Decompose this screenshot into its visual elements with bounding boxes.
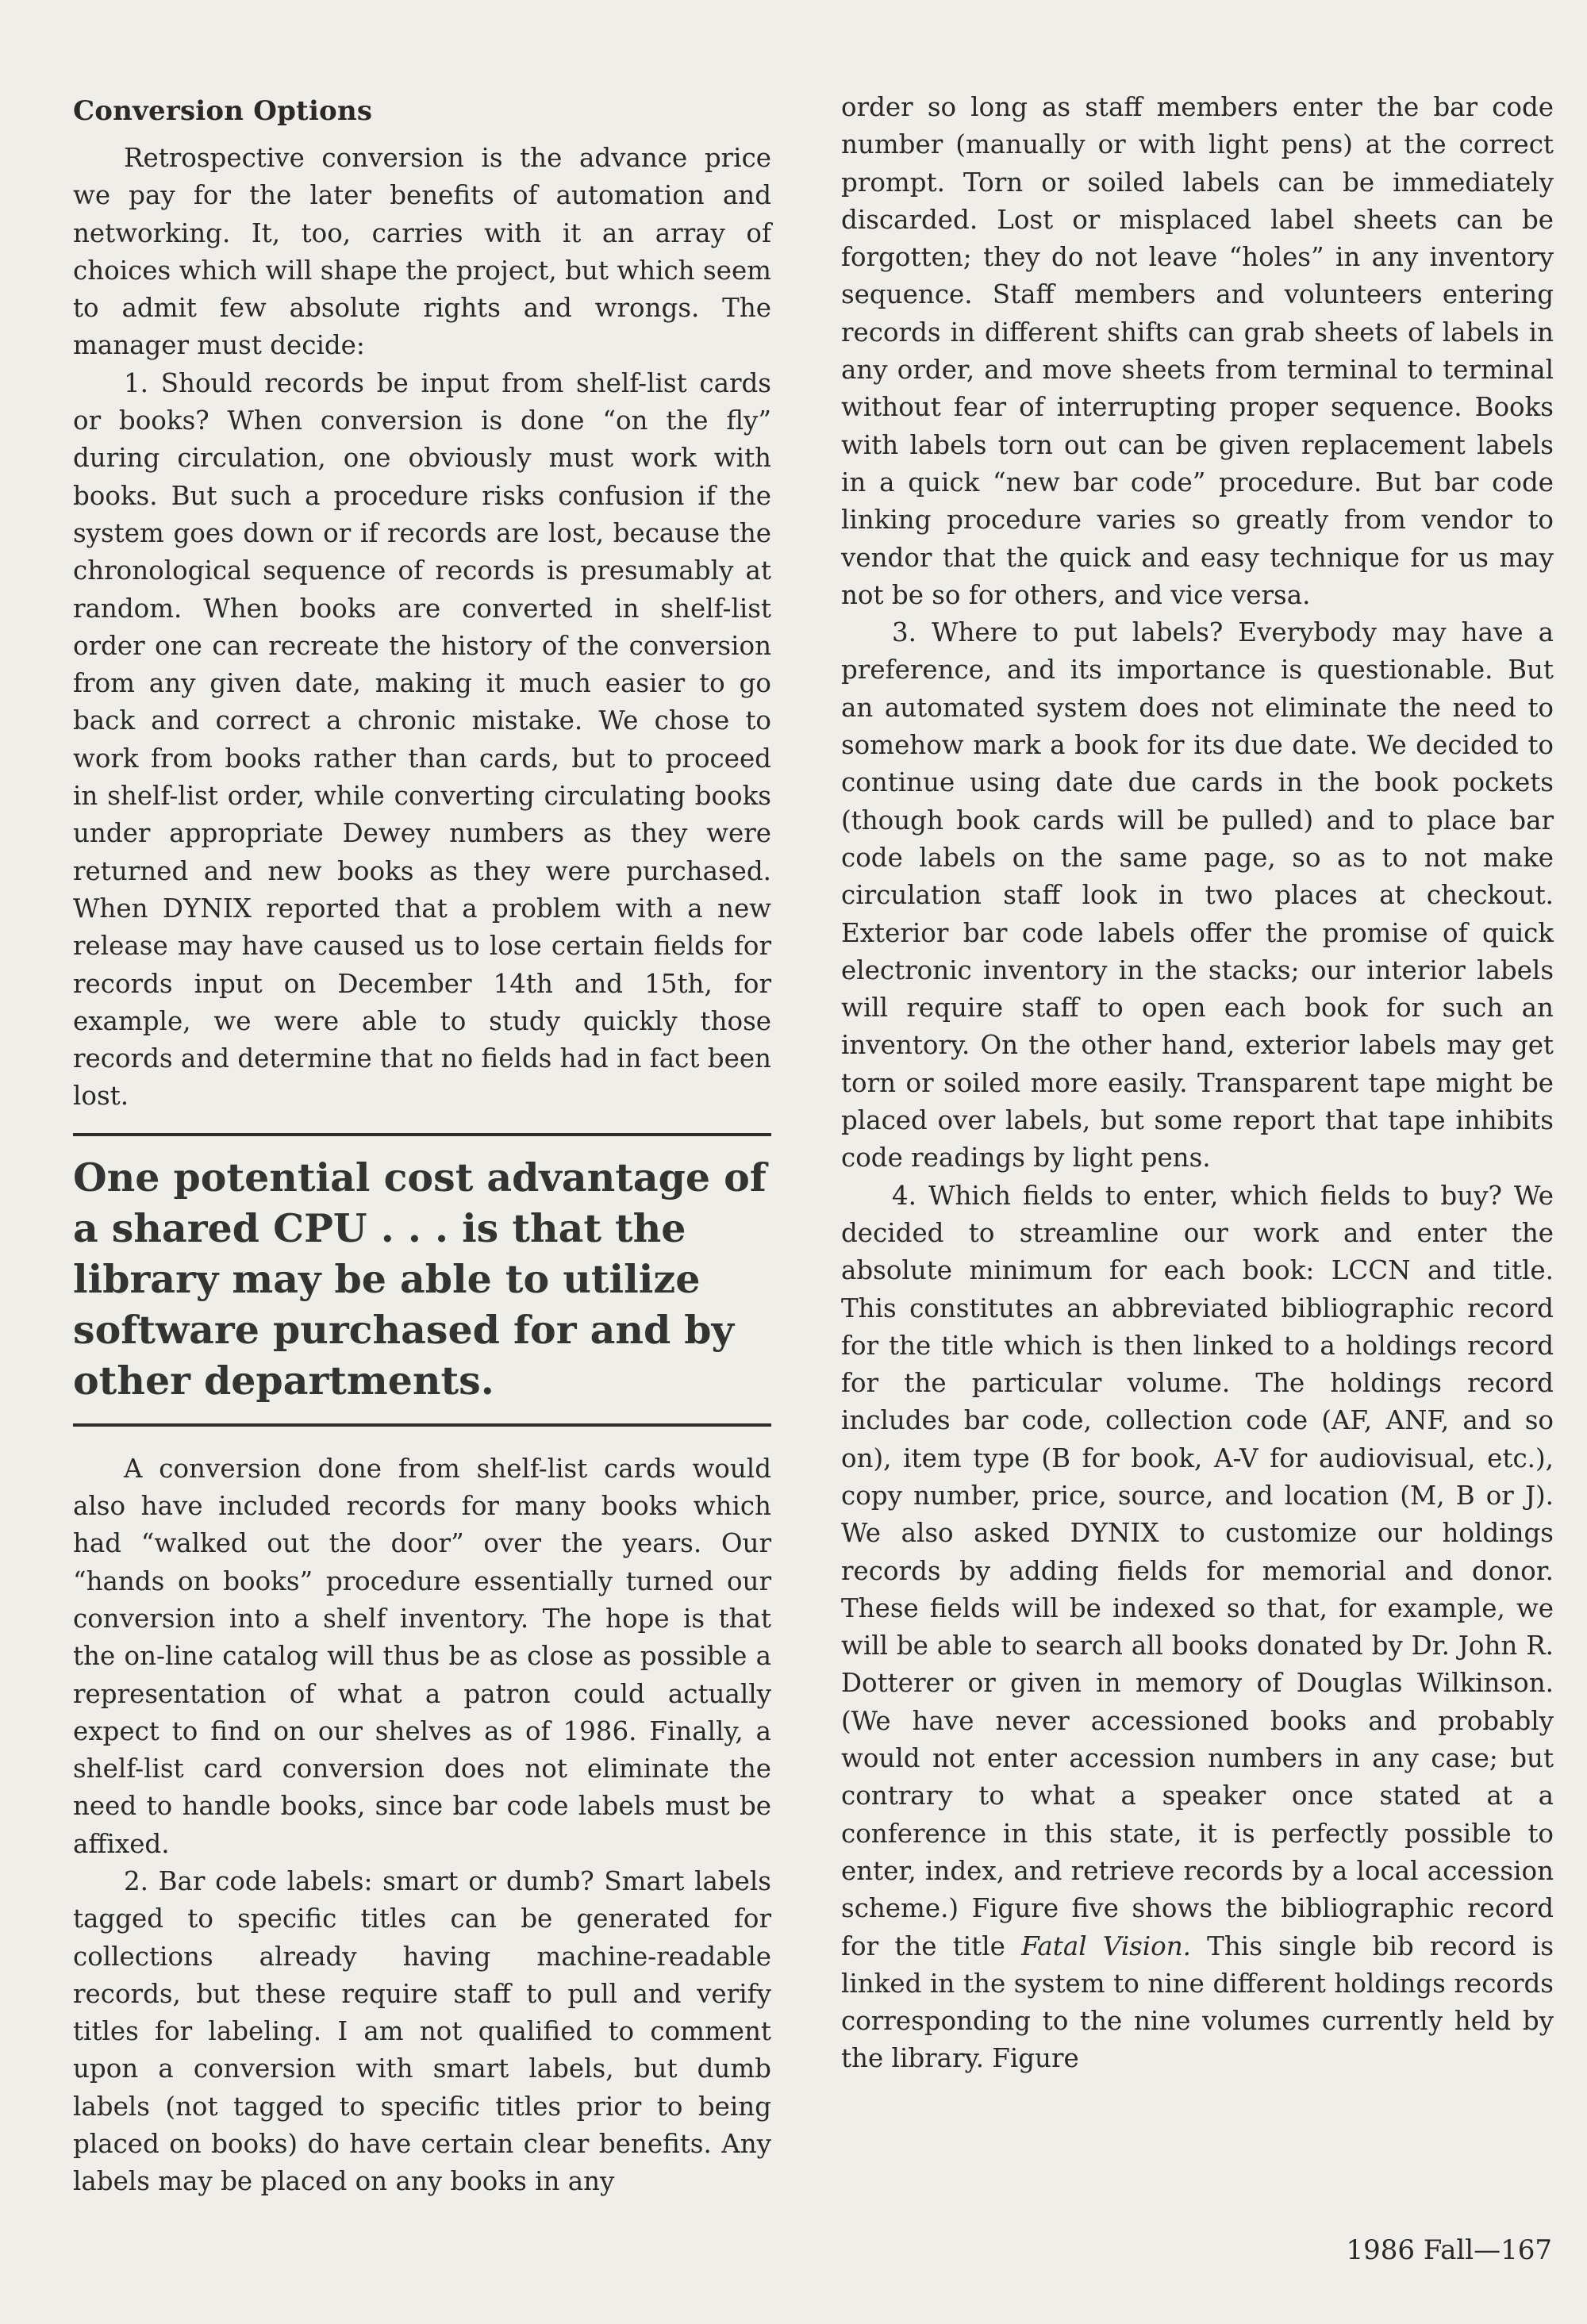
left-column — [73, 95, 771, 2201]
point-4-text-b: This single bib record is linked in the system to nine different holdings records corresponding to the nine volumes currently held by the library. Figure — [841, 1930, 1554, 2074]
body-paragraph-point-2: 2. Bar code labels: smart or dumb? Smart labels tagged to specific titles can be generated for collections already having machine-readable records, but these require staff to pull and verify titles for labeling. I am not qualified to comment upon a conversion with smart labels, but dumb labels (not tagged to specific titles prior to being placed on books) do have certain clear benefits. Any labels may be placed on any books in any — [73, 1865, 771, 2197]
body-paragraph-point-4 — [841, 1177, 1554, 2078]
page-folio: 1986 Fall—167 — [1346, 2234, 1552, 2266]
body-paragraph-continued: order so long as staff members enter the bar code number (manually or with light pens) at the correct prompt. Torn or soiled labels can be immediately discarded. Lost or misplaced label sheets can be forgotten; they do not leave “holes” in any inventory sequence. Staff members and volunteers entering records in different shifts can grab sheets of labels in any order, and move sheets from terminal to terminal without fear of interrupting proper sequence. Books with labels torn out can be given replacement labels in a quick “new bar code” procedure. But bar code linking procedure varies so greatly from vendor to vendor that the quick and easy technique for us may not be so for others, and vice versa. — [841, 92, 1554, 610]
right-column — [841, 89, 1554, 2078]
body-paragraph-shelf-list: A conversion done from shelf-list cards would also have included records for many books which had “walked out the door” over the years. Our “hands on books” procedure essentially turned our conversion into a shelf inventory. The hope is that the on-line catalog will thus be as close as possible a representation of what a patron could actually expect to find on our shelves as of 1986. Finally, a shelf-list card conversion does not eliminate the need to handle books, since bar code labels must be affixed. — [73, 1453, 771, 1859]
section-heading: Conversion Options — [73, 95, 373, 127]
pull-quote — [73, 1133, 771, 1427]
point-4-text-a: 4. Which fields to enter, which fields to buy? We decided to streamline our work and enter the absolute minimum for each book: LCCN and title. This constitutes an abbreviated bibliographic record for the title which is then linked to a holdings record for the particular volume. The holdings record includes bar code, collection code (AF, ANF, and so on), item type (B for book, A-V for audiovisual, etc.), copy number, price, source, and location (M, B or J). We also asked DYNIX to customize our holdings records by adding fields for memorial and donor. These fields will be indexed so that, for example, we will be able to search all books donated by Dr. John R. Dotterer or given in memory of Douglas Wilkinson. (We have never accessioned books and probably would not enter accession numbers in any case; but contrary to what a speaker once stated at a conference in this state, it is perfectly possible to enter, index, and retrieve records by a local accession scheme.) Figure five shows the bibliographic record for the title — [841, 1180, 1554, 1961]
pull-quote-text: One potential cost advantage of a shared CPU . . . is that the library may be able to utilize software purchased for and by other departments. — [73, 1154, 767, 1404]
book-title-italic: Fatal Vision. — [1021, 1930, 1191, 1961]
body-paragraph-point-3: 3. Where to put labels? Everybody may have a preference, and its importance is questionable. But an automated system does not eliminate the need to somehow mark a book for its due date. We decided to continue using date due cards in the book pockets (though book cards will be pulled) and to place bar code labels on the same page, so as to not make circulation staff look in two places at checkout. Exterior bar code labels offer the promise of quick electronic inventory in the stacks; our interior labels will require staff to open each book for such an inventory. On the other hand, exterior labels may get torn or soiled more easily. Transparent tape might be placed over labels, but some report that tape inhibits code readings by light pens. — [841, 617, 1554, 1174]
body-paragraph-intro: Retrospective conversion is the advance price we pay for the later benefits of automation and networking. It, too, carries with it an array of choices which will shape the project, but which seem to admit few absolute rights and wrongs. The manager must decide: — [73, 143, 771, 361]
body-paragraph-point-1: 1. Should records be input from shelf-list cards or books? When conversion is done “on the fly” during circulation, one obviously must work with books. But such a procedure risks confusion if the system goes down or if records are lost, because the chronological sequence of records is presumably at random. When books are converted in shelf-list order one can recreate the history of the conversion from any given date, making it much easier to go back and correct a chronic mistake. We chose to work from books rather than cards, but to proceed in shelf-list order, while converting circulating books under appropriate Dewey numbers as they were returned and new books as they were purchased. When DYNIX reported that a problem with a new release may have caused us to lose certain fields for records input on December 14th and 15th, for example, we were able to study quickly those records and determine that no fields had in fact been lost. — [73, 367, 771, 1112]
